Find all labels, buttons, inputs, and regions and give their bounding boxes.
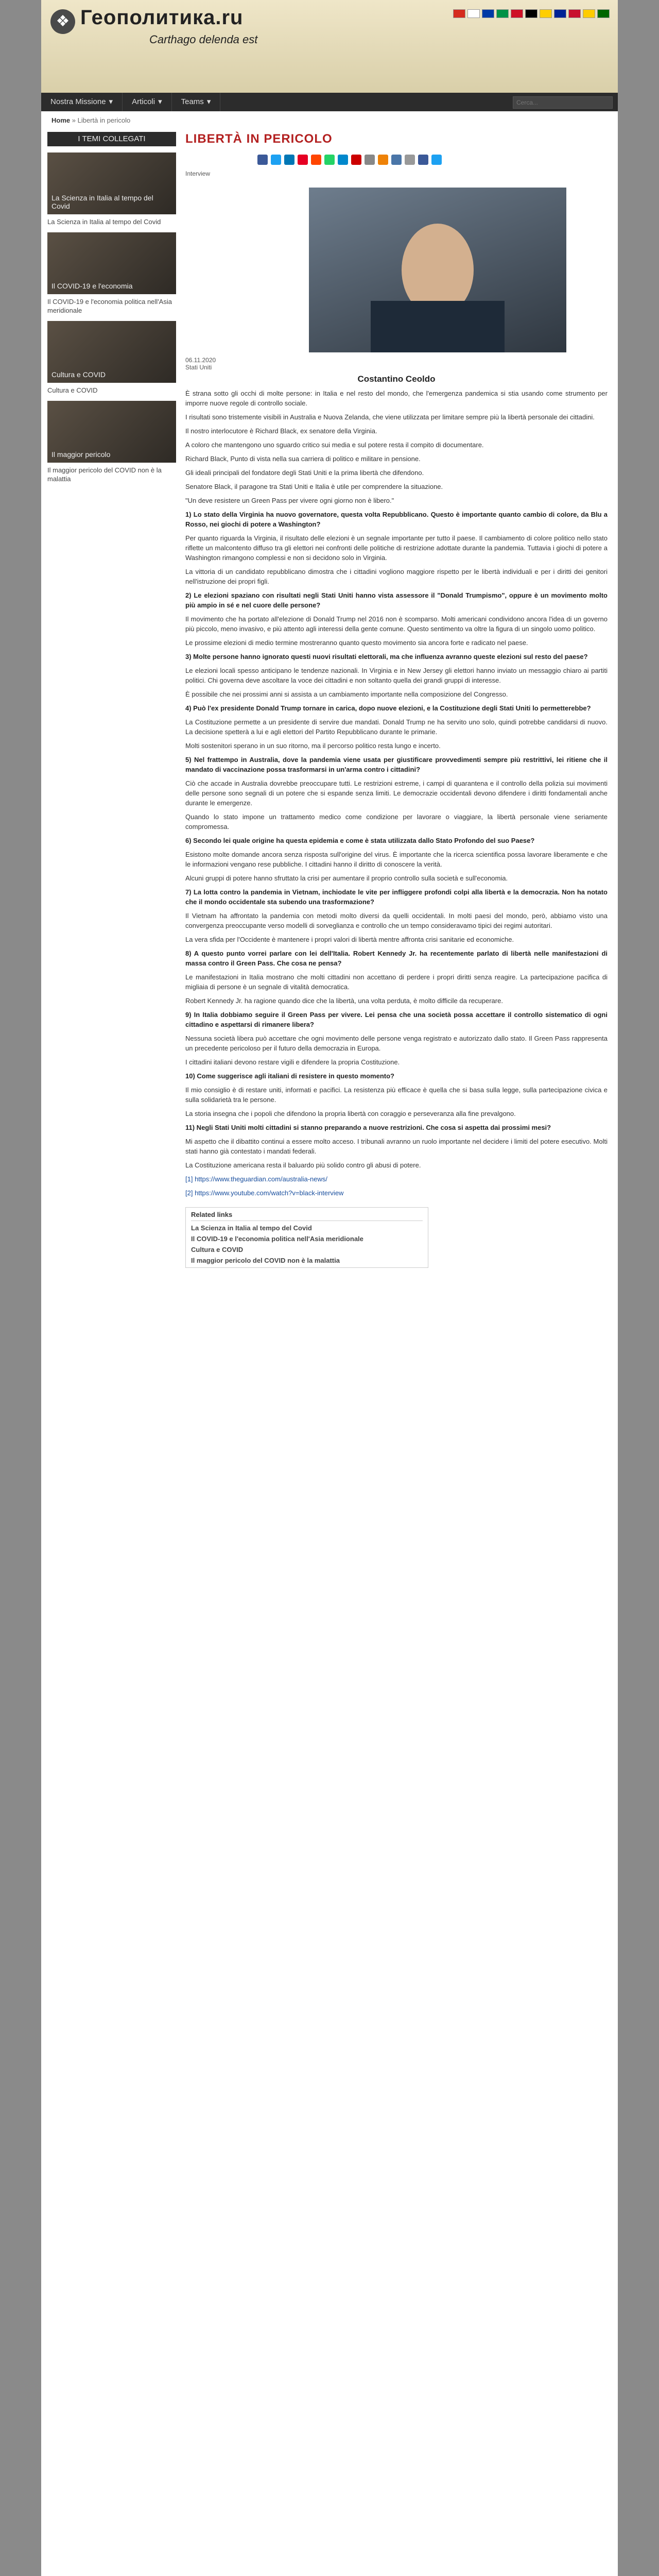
sidebar-item-image[interactable]: Cultura e COVID — [47, 321, 176, 383]
article-title: LIBERTÀ IN PERICOLO — [185, 132, 333, 146]
breadcrumb: Home » Libertà in pericolo — [51, 116, 131, 124]
interview-question: 4) Può l'ex presidente Donald Trump tornare in carica, dopo nuove elezioni, e la Costituzione degli Stati Uniti lo permetterebbe? — [185, 704, 591, 712]
article-paragraph: Gli ideali principali del fondatore degli Stati Uniti e la prima libertà che difendono. — [185, 469, 424, 477]
article-date: 06.11.2020 — [185, 357, 216, 364]
interview-answer: Il Vietnam ha affrontato la pandemia con metodi molto diversi da quelli occidentali. In molti paesi del mondo, però, abbiamo visto una convergenza preoccupante verso modelli di sorveglianza e controllo che un tempo consideravamo tipici dei regimi autoritari. — [185, 912, 608, 929]
article-paragraph: Richard Black, Punto di vista nella sua carriera di politico e militare in pensione. — [185, 455, 421, 463]
interview-answer: Robert Kennedy Jr. ha ragione quando dice che la libertà, una volta perduta, è molto difficile da recuperare. — [185, 997, 503, 1005]
share-icon[interactable] — [351, 155, 361, 165]
chevron-down-icon: ▾ — [158, 97, 162, 106]
language-flag-icon[interactable] — [568, 9, 581, 18]
interview-answer: Per quanto riguarda la Virginia, il risultato delle elezioni è un segnale importante per tutto il paese. Il cambiamento di colore politico nello stato riflette un malcontento diffuso tra gli elettori nei confronti delle politiche di restrizione adottate durante la pandemia. Tuttavia i giochi di potere a Washington rimangono complessi e non si decidono solo in Virginia. — [185, 534, 608, 562]
interview-answer: Nessuna società libera può accettare che ogni movimento delle persone venga registrato e autorizzato dallo stato. Il Green Pass rappresenta un precedente pericoloso per il futuro della democrazia in Europa. — [185, 1035, 608, 1052]
language-flag-icon[interactable] — [482, 9, 494, 18]
interview-answer: La Costituzione permette a un presidente di servire due mandati. Donald Trump ne ha servito uno solo, quindi potrebbe candidarsi di nuovo. La decisione spetterà a lui e agli elettori del Partito Repubblicano durante le primarie. — [185, 718, 608, 736]
share-icon[interactable] — [431, 155, 442, 165]
language-flag-icon[interactable] — [540, 9, 552, 18]
nav-item-articles[interactable]: Articoli ▾ — [123, 93, 172, 111]
sidebar-item-text[interactable]: Il COVID-19 e l'economia politica nell'Asia meridionale — [47, 298, 172, 314]
article-paragraph: I risultati sono tristemente visibili in Australia e Nuova Zelanda, che viene utilizzata per limitare sempre più la libertà personale dei cittadini. — [185, 413, 595, 421]
share-icon[interactable] — [405, 155, 415, 165]
interview-question: 11) Negli Stati Uniti molti cittadini si stanno preparando a nuove restrizioni. Che cosa si aspetta dai prossimi mesi? — [185, 1124, 551, 1131]
breadcrumb-home[interactable]: Home — [51, 116, 71, 124]
interview-answer: Il mio consiglio è di restare uniti, informati e pacifici. La resistenza più efficace è quella che si basa sulla legge, sulla partecipazione civica e sulla solidarietà tra le persone. — [185, 1086, 608, 1104]
search-input[interactable] — [513, 96, 613, 109]
interview-answer: È possibile che nei prossimi anni si assista a un cambiamento importante nella composizione del Congresso. — [185, 690, 508, 698]
share-icon[interactable] — [378, 155, 388, 165]
language-flag-icon[interactable] — [496, 9, 509, 18]
language-flag-icon[interactable] — [597, 9, 610, 18]
interview-question: 6) Secondo lei quale origine ha questa epidemia e come è stata utilizzata dallo Stato Profondo del suo Paese? — [185, 837, 535, 844]
interview-answer: Ciò che accade in Australia dovrebbe preoccupare tutti. Le restrizioni estreme, i campi di quarantena e il controllo della polizia sui movimenti delle persone sono segnali di un potere che si espande senza limiti. Le democrazie occidentali devono difendere i diritti fondamentali anche durante le emergenze. — [185, 779, 608, 807]
sidebar — [47, 132, 176, 483]
share-icon[interactable] — [311, 155, 321, 165]
interview-answer: Il movimento che ha portato all'elezione di Donald Trump nel 2016 non è scomparso. Molti americani condividono ancora l'idea di un governo più piccolo, meno invasivo, e più attento agli interessi della gente comune. Questo sentimento va oltre la figura di un singolo uomo politico. — [185, 615, 608, 633]
portrait-body — [371, 301, 505, 352]
nav-item-teams[interactable]: Teams ▾ — [172, 93, 221, 111]
interview-answer: Mi aspetto che il dibattito continui a essere molto acceso. I tribunali avranno un ruolo importante nel decidere i limiti del potere esecutivo. Molti stati hanno già contestato i mandati federali. — [185, 1138, 608, 1155]
article-paragraph: Senatore Black, il paragone tra Stati Uniti e Italia è utile per comprendere la situazione. — [185, 483, 443, 490]
sidebar-item-text[interactable]: Il maggior pericolo del COVID non è la malattia — [47, 466, 162, 483]
share-icon[interactable] — [271, 155, 281, 165]
breadcrumb-current: Libertà in pericolo — [77, 116, 131, 124]
language-flags — [453, 9, 610, 18]
sidebar-item-image[interactable]: Il COVID-19 e l'economia — [47, 232, 176, 294]
interview-answer: La Costituzione americana resta il baluardo più solido contro gli abusi di potere. — [185, 1161, 421, 1169]
sidebar-title: I TEMI COLLEGATI — [47, 132, 176, 146]
page — [41, 0, 618, 2576]
article-paragraph: "Un deve resistere un Green Pass per vivere ogni giorno non è libero." — [185, 497, 394, 504]
interview-question: 3) Molte persone hanno ignorato questi nuovi risultati elettorali, ma che influenza avranno queste elezioni sul resto del paese? — [185, 653, 588, 660]
share-icon[interactable] — [365, 155, 375, 165]
related-links-title: Related links — [191, 1211, 423, 1221]
chevron-down-icon: ▾ — [109, 97, 113, 106]
article-tag: Interview — [185, 170, 211, 177]
interview-answer: Le prossime elezioni di medio termine mostreranno quanto questo movimento sia ancora forte e radicato nel paese. — [185, 639, 528, 647]
sidebar-item-text[interactable]: La Scienza in Italia al tempo del Covid — [47, 218, 161, 226]
interview-question: 8) A questo punto vorrei parlare con lei dell'Italia. Robert Kennedy Jr. ha recentemente parlato di libertà nelle manifestazioni di massa contro il Green Pass. Che cosa ne pensa? — [185, 950, 608, 967]
interview-answer: La vera sfida per l'Occidente è mantenere i propri valori di libertà mentre affronta crisi sanitarie ed economiche. — [185, 936, 514, 943]
interview-answer: I cittadini italiani devono restare vigili e difendere la propria Costituzione. — [185, 1058, 400, 1066]
interview-answer: La vittoria di un candidato repubblicano dimostra che i cittadini vogliono maggiore rispetto per le libertà individuali e per i diritti dei genitori nell'istruzione dei propri figli. — [185, 568, 608, 585]
share-icon[interactable] — [298, 155, 308, 165]
interview-answer: Molti sostenitori sperano in un suo ritorno, ma il percorso politico resta lungo e incerto. — [185, 742, 441, 750]
share-icon[interactable] — [257, 155, 268, 165]
sidebar-item-image[interactable]: La Scienza in Italia al tempo del Covid — [47, 152, 176, 214]
article-photo — [309, 188, 566, 352]
related-link[interactable]: La Scienza in Italia al tempo del Covid — [191, 1224, 312, 1232]
article-place[interactable]: Stati Uniti — [185, 364, 212, 371]
article-body — [185, 388, 608, 1198]
article-paragraph: Il nostro interlocutore è Richard Black, ex senatore della Virginia. — [185, 427, 377, 435]
article — [185, 132, 608, 1268]
language-flag-icon[interactable] — [583, 9, 595, 18]
share-icon[interactable] — [391, 155, 402, 165]
interview-answer: Le manifestazioni in Italia mostrano che molti cittadini non accettano di perdere i propri diritti senza reagire. La partecipazione pacifica di migliaia di persone è un segnale di vitalità democratica. — [185, 973, 608, 991]
interview-question: 2) Le elezioni spaziano con risultati negli Stati Uniti hanno vista assessore il "Donald Trumpismo", oppure è un movimento molto più ampio in sé e nel cuore delle persone? — [185, 591, 608, 609]
chevron-down-icon: ▾ — [206, 97, 211, 106]
interview-question: 1) Lo stato della Virginia ha nuovo governatore, questa volta Repubblicano. Questo è importante quanto cambio di colore, da Blu a Rosso, nei giochi di potere a Washington? — [185, 511, 608, 528]
sidebar-item-text[interactable]: Cultura e COVID — [47, 386, 98, 394]
source-link[interactable]: [2] https://www.youtube.com/watch?v=black-interview — [185, 1189, 344, 1197]
site-logo[interactable]: Геополитика.ru — [80, 6, 244, 29]
sidebar-item-image[interactable]: Il maggior pericolo — [47, 401, 176, 463]
related-link[interactable]: Il COVID-19 e l'economia politica nell'Asia meridionale — [191, 1235, 363, 1243]
site-header — [41, 0, 618, 93]
language-flag-icon[interactable] — [467, 9, 480, 18]
source-link[interactable]: [1] https://www.theguardian.com/australia-news/ — [185, 1175, 328, 1183]
site-tagline: Carthago delenda est — [149, 33, 258, 46]
language-flag-icon[interactable] — [453, 9, 465, 18]
interview-answer: Alcuni gruppi di potere hanno sfruttato la crisi per aumentare il proprio controllo sulla società e sull'economia. — [185, 874, 508, 882]
sidebar-item[interactable] — [47, 152, 176, 226]
interview-answer: Esistono molte domande ancora senza risposta sull'origine del virus. È importante che la ricerca scientifica possa lavorare liberamente e che le informazioni vengano rese pubbliche. I cittadini hanno il diritto di conoscere la verità. — [185, 851, 608, 868]
share-icon[interactable] — [284, 155, 294, 165]
share-icon[interactable] — [338, 155, 348, 165]
share-icon[interactable] — [418, 155, 428, 165]
related-link[interactable]: Cultura e COVID — [191, 1246, 244, 1253]
interview-question: 9) In Italia dobbiamo seguire il Green Pass per vivere. Lei pensa che una società possa accettare il controllo sistematico di ogni cittadino e aspettarsi di rimanere libera? — [185, 1011, 608, 1028]
share-icon[interactable] — [324, 155, 335, 165]
related-links — [185, 1207, 428, 1268]
sidebar-item[interactable] — [47, 401, 176, 483]
globe-icon[interactable]: ❖ — [50, 9, 75, 34]
article-author[interactable]: Costantino Ceoldo — [357, 374, 436, 384]
sidebar-item[interactable] — [47, 321, 176, 395]
language-flag-icon[interactable] — [525, 9, 537, 18]
interview-question: 5) Nel frattempo in Australia, dove la pandemia viene usata per giustificare provvedimenti sempre più restrittivi, lei ritiene che il mandato di vaccinazione possa trasformarsi in un'arma contro i cittadini? — [185, 756, 608, 773]
language-flag-icon[interactable] — [554, 9, 566, 18]
interview-answer: Le elezioni locali spesso anticipano le tendenze nazionali. In Virginia e in New Jersey gli elettori hanno inviato un messaggio chiaro ai partiti politici. Chi governa deve ascoltare la voce dei cittadini e non soltanto quella dei grandi gruppi di interesse. — [185, 667, 608, 684]
interview-answer: Quando lo stato impone un trattamento medico come condizione per lavorare o viaggiare, la libertà personale viene seriamente compromessa. — [185, 813, 608, 831]
interview-question: 10) Come suggerisce agli italiani di resistere in questo momento? — [185, 1072, 394, 1080]
article-paragraph: A coloro che mantengono uno sguardo critico sui media e sul potere resta il compito di documentare. — [185, 441, 484, 449]
main-nav — [41, 93, 618, 111]
related-link[interactable]: Il maggior pericolo del COVID non è la malattia — [191, 1257, 340, 1264]
nav-item-mission[interactable]: Nostra Missione ▾ — [41, 93, 123, 111]
interview-question: 7) La lotta contro la pandemia in Vietnam, inchiodate le vite per infliggere profondi colpi alla libertà e la democrazia. Non ha notato che il mondo occidentale sta subendo una trasformazione? — [185, 888, 608, 906]
share-bar — [257, 155, 608, 165]
language-flag-icon[interactable] — [511, 9, 523, 18]
interview-answer: La storia insegna che i popoli che difendono la propria libertà con coraggio e perseveranza alla fine prevalgono. — [185, 1110, 516, 1117]
article-paragraph: È strana sotto gli occhi di molte persone: in Italia e nel resto del mondo, che l'emergenza pandemica si stia usando come strumento per imporre nuove regole di controllo sociale. — [185, 389, 608, 407]
sidebar-item[interactable] — [47, 232, 176, 315]
